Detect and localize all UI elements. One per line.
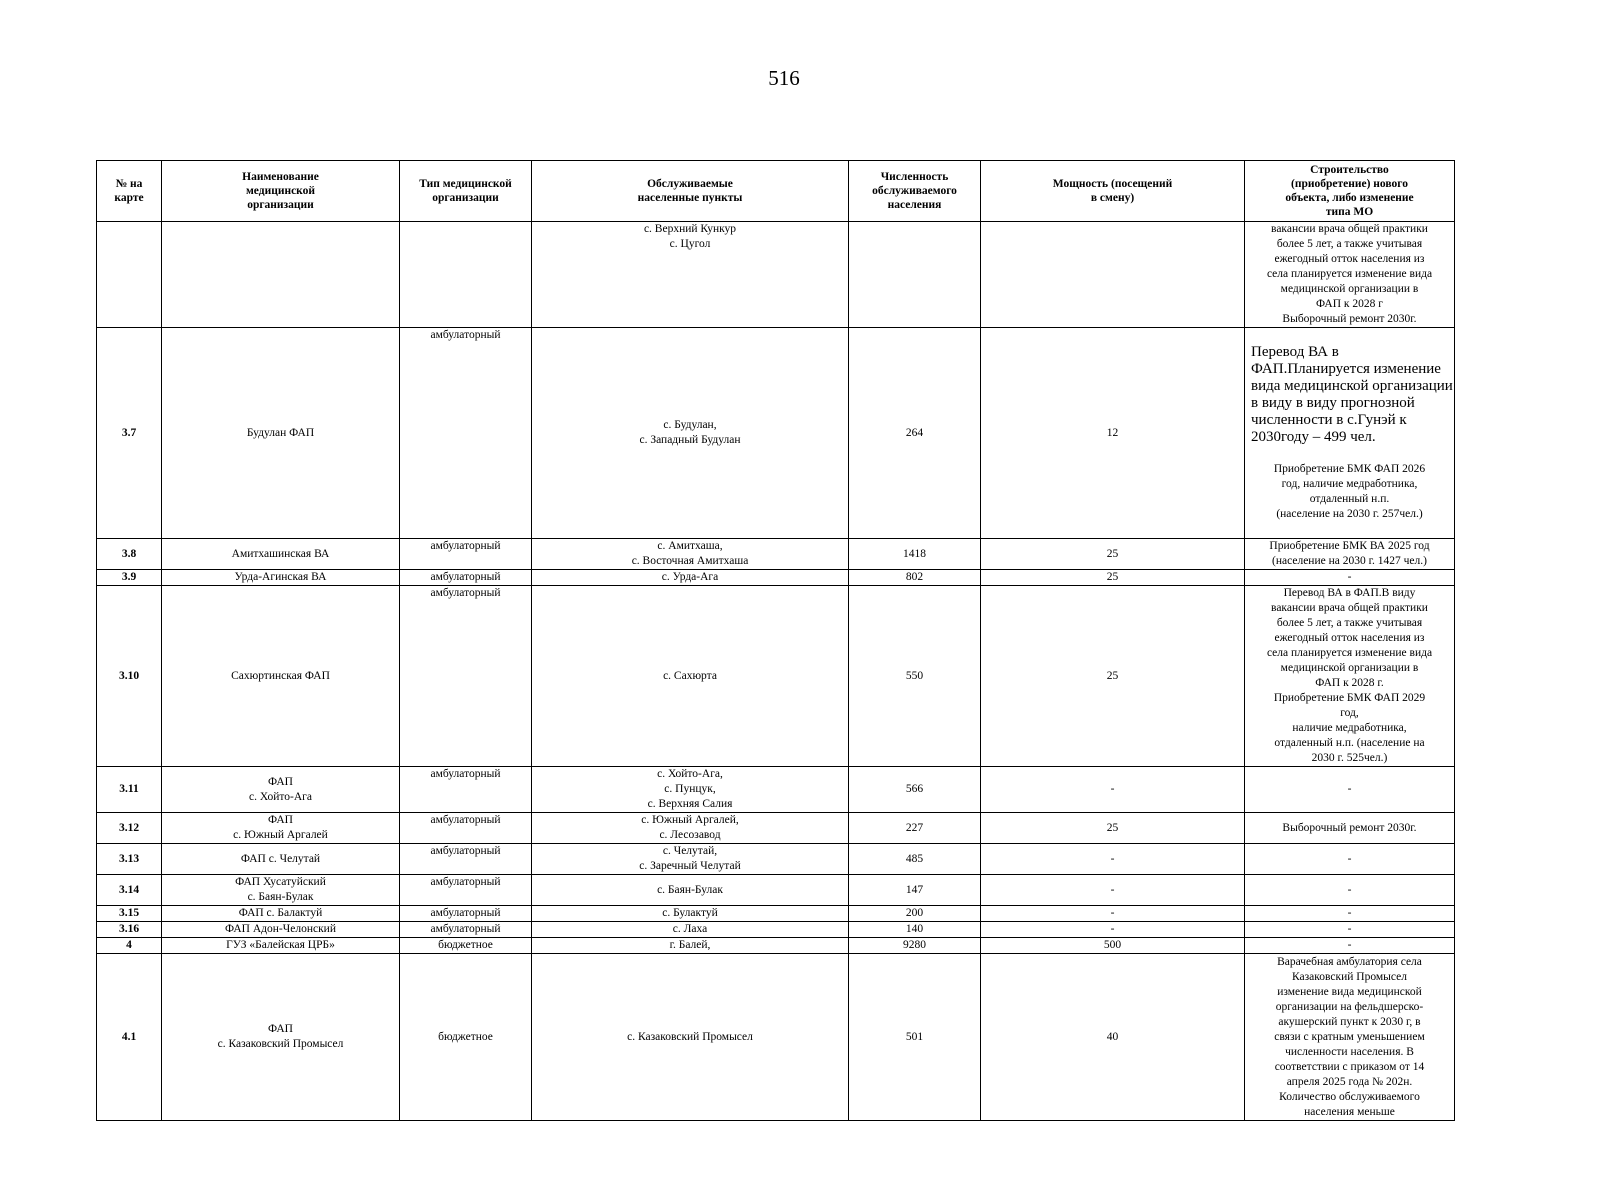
- cell-capacity: 25: [981, 570, 1245, 586]
- cell-population: 140: [849, 922, 981, 938]
- cell-points: с. Сахюрта: [532, 586, 849, 767]
- cell-capacity: -: [981, 922, 1245, 938]
- cell-num: 3.14: [97, 875, 162, 906]
- cell-name: ФАП с. Балактуй: [162, 906, 400, 922]
- cell-num: 3.12: [97, 813, 162, 844]
- cell-type: амбулаторный: [400, 922, 532, 938]
- header-construction: Строительство (приобретение) нового объекта, либо изменение типа МО: [1245, 161, 1455, 222]
- cell-population: 1418: [849, 539, 981, 570]
- cell-name: ФАП Хусатуйский с. Баян-Булак: [162, 875, 400, 906]
- table-row: [97, 875, 1455, 906]
- cell-population: 566: [849, 767, 981, 813]
- construction-note-small: Приобретение БМК ФАП 2026 год, наличие медработника, отдаленный н.п. (население на 2030 г. 257чел.): [1273, 463, 1426, 520]
- table-header-row: [97, 161, 1455, 222]
- cell-name: ГУЗ «Балейская ЦРБ»: [162, 938, 400, 954]
- cell-points: с. Булактуй: [532, 906, 849, 922]
- cell-num: 3.10: [97, 586, 162, 767]
- cell-type: амбулаторный: [400, 875, 532, 906]
- header-population: Численность обслуживаемого населения: [849, 161, 981, 222]
- table-row: [97, 222, 1455, 328]
- cell-type: [400, 222, 532, 328]
- cell-num: [97, 222, 162, 328]
- table-row: [97, 906, 1455, 922]
- cell-points: с. Челутай, с. Заречный Челутай: [532, 844, 849, 875]
- cell-name: Урда-Агинская ВА: [162, 570, 400, 586]
- cell-num: 3.8: [97, 539, 162, 570]
- cell-name: ФАП с. Челутай: [162, 844, 400, 875]
- cell-population: 147: [849, 875, 981, 906]
- cell-population: [849, 222, 981, 328]
- table-row: [97, 328, 1455, 539]
- table-row: [97, 767, 1455, 813]
- cell-name: Амитхашинская ВА: [162, 539, 400, 570]
- cell-name: ФАП с. Казаковский Промысел: [162, 954, 400, 1121]
- cell-construction: -: [1245, 767, 1455, 813]
- cell-num: 3.9: [97, 570, 162, 586]
- cell-population: 802: [849, 570, 981, 586]
- cell-points: с. Баян-Булак: [532, 875, 849, 906]
- cell-construction: -: [1245, 906, 1455, 922]
- table-row: [97, 586, 1455, 767]
- table-row: [97, 954, 1455, 1121]
- cell-name: ФАП с. Южный Аргалей: [162, 813, 400, 844]
- cell-population: 550: [849, 586, 981, 767]
- cell-type: амбулаторный: [400, 906, 532, 922]
- cell-points: с. Южный Аргалей, с. Лесозавод: [532, 813, 849, 844]
- cell-points: с. Урда-Ага: [532, 570, 849, 586]
- cell-construction: -: [1245, 875, 1455, 906]
- construction-note-large: Перевод ВА в ФАП.Планируется изменение вида медицинской организации в виду в виду прогнозной численности в с.Гунэй к 2030году – 499 чел.: [1251, 344, 1453, 445]
- cell-capacity: 25: [981, 813, 1245, 844]
- cell-construction: Приобретение БМК ВА 2025 год (население на 2030 г. 1427 чел.): [1245, 539, 1455, 570]
- cell-construction: -: [1245, 938, 1455, 954]
- cell-name: Сахюртинская ФАП: [162, 586, 400, 767]
- cell-num: 3.13: [97, 844, 162, 875]
- cell-population: 9280: [849, 938, 981, 954]
- table-row: [97, 922, 1455, 938]
- table-row: [97, 844, 1455, 875]
- cell-points: с. Хойто-Ага, с. Пунцук, с. Верхняя Салия: [532, 767, 849, 813]
- cell-name: Будулан ФАП: [162, 328, 400, 539]
- cell-type: амбулаторный: [400, 539, 532, 570]
- cell-name: [162, 222, 400, 328]
- table-row: [97, 539, 1455, 570]
- table-row: [97, 938, 1455, 954]
- cell-population: 485: [849, 844, 981, 875]
- medical-organizations-table: [96, 160, 1455, 1121]
- cell-points: с. Верхний Кункур с. Цугол: [532, 222, 849, 328]
- cell-type: амбулаторный: [400, 586, 532, 767]
- cell-points: с. Амитхаша, с. Восточная Амитхаша: [532, 539, 849, 570]
- cell-capacity: 25: [981, 586, 1245, 767]
- cell-capacity: -: [981, 844, 1245, 875]
- header-name: Наименование медицинской организации: [162, 161, 400, 222]
- cell-population: 501: [849, 954, 981, 1121]
- cell-type: амбулаторный: [400, 813, 532, 844]
- cell-type: амбулаторный: [400, 844, 532, 875]
- cell-construction: [1245, 328, 1455, 539]
- cell-construction: Перевод ВА в ФАП.В виду вакансии врача общей практики более 5 лет, а также учитывая ежегодный отток населения из села планируется изменение вида медицинской организации в ФАП к 2028 г. Приобретение БМК ФАП 2029 год, наличие медработника, отдаленный н.п. (население на 2030 г. 525чел.): [1245, 586, 1455, 767]
- cell-capacity: -: [981, 906, 1245, 922]
- cell-population: 264: [849, 328, 981, 539]
- cell-points: с. Будулан, с. Западный Будулан: [532, 328, 849, 539]
- cell-population: 200: [849, 906, 981, 922]
- header-capacity: Мощность (посещений в смену): [981, 161, 1245, 222]
- cell-population: 227: [849, 813, 981, 844]
- cell-num: 3.7: [97, 328, 162, 539]
- cell-capacity: 40: [981, 954, 1245, 1121]
- cell-name: ФАП с. Хойто-Ага: [162, 767, 400, 813]
- cell-construction: -: [1245, 570, 1455, 586]
- cell-construction: Выборочный ремонт 2030г.: [1245, 813, 1455, 844]
- header-points: Обслуживаемые населенные пункты: [532, 161, 849, 222]
- header-type: Тип медицинской организации: [400, 161, 532, 222]
- cell-name: ФАП Адон-Челонский: [162, 922, 400, 938]
- cell-construction: -: [1245, 922, 1455, 938]
- header-num: № на карте: [97, 161, 162, 222]
- cell-num: 3.15: [97, 906, 162, 922]
- cell-capacity: 25: [981, 539, 1245, 570]
- cell-construction: -: [1245, 844, 1455, 875]
- cell-type: амбулаторный: [400, 570, 532, 586]
- cell-type: бюджетное: [400, 954, 532, 1121]
- cell-type: амбулаторный: [400, 328, 532, 539]
- cell-capacity: -: [981, 875, 1245, 906]
- cell-type: бюджетное: [400, 938, 532, 954]
- cell-capacity: 12: [981, 328, 1245, 539]
- cell-num: 3.16: [97, 922, 162, 938]
- cell-points: с. Казаковский Промысел: [532, 954, 849, 1121]
- cell-construction: вакансии врача общей практики более 5 лет, а также учитывая ежегодный отток населения из села планируется изменение вида медицинской организации в ФАП к 2028 г Выборочный ремонт 2030г.: [1245, 222, 1455, 328]
- cell-capacity: -: [981, 767, 1245, 813]
- cell-type: амбулаторный: [400, 767, 532, 813]
- cell-capacity: [981, 222, 1245, 328]
- cell-capacity: 500: [981, 938, 1245, 954]
- cell-num: 4: [97, 938, 162, 954]
- cell-num: 4.1: [97, 954, 162, 1121]
- cell-points: с. Лаха: [532, 922, 849, 938]
- table-row: [97, 813, 1455, 844]
- cell-construction: Варачебная амбулатория села Казаковский Промысел изменение вида медицинской организации на фельдшерско- акушерский пункт к 2030 г, в связи с кратным уменьшением численности населения. В соответствии с приказом от 14 апреля 2025 года № 202н. Количество обслуживаемого населения меньше: [1245, 954, 1455, 1121]
- cell-points: г. Балей,: [532, 938, 849, 954]
- cell-num: 3.11: [97, 767, 162, 813]
- page-number: 516: [768, 66, 800, 90]
- table-row: [97, 570, 1455, 586]
